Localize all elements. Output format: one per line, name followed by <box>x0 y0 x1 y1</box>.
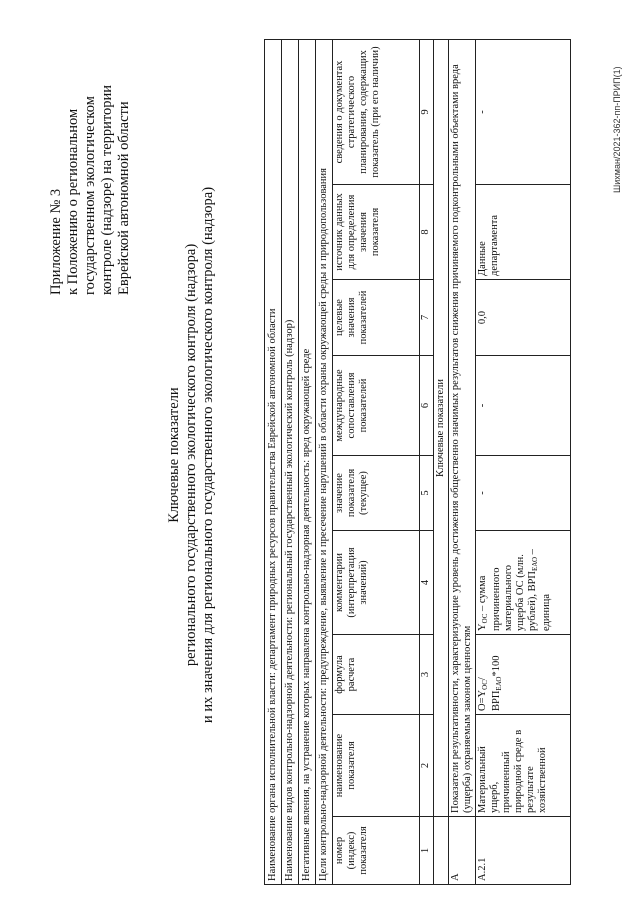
document-stamp: Шихман/2021-362-пп-ПРИП(1) <box>612 66 622 193</box>
comment-part-2: – сумма причиненного материального ущерба ОС (млн. рублей), ВРП <box>477 554 538 631</box>
column-header: комментарии (интерпретация значений) <box>333 531 420 635</box>
title-line-3: и их значения для регионального государственного экологического контроля (надзора) <box>200 186 216 724</box>
column-header: наименование показателя <box>333 715 420 817</box>
title-line-2: регионального государственного экологического контроля (надзора) <box>183 243 199 667</box>
group-text: Показатели результативности, характеризующие уровень достижения общественно значимых результатов снижения причиняемого подконтрольными объектами вреда (ущерба) охраняемым законом ценностям <box>449 39 476 816</box>
column-number: 6 <box>420 356 434 456</box>
indicator-formula <box>476 635 571 715</box>
info-authority: Наименование органа исполнительной власти: департамент природных ресурсов правительства Еврейской автономной области <box>265 39 282 884</box>
document-title <box>166 35 217 875</box>
section-empty-cell <box>434 817 449 885</box>
comment-sub-os: ОС <box>481 613 489 624</box>
indicator-documents: - <box>476 39 571 184</box>
indicator-comment <box>476 531 571 635</box>
key-indicators-table <box>264 39 571 885</box>
indicator-current-value: - <box>476 456 571 531</box>
formula-mid: / ВРП <box>477 677 502 711</box>
indicator-source: Данные департамента <box>476 185 571 280</box>
appendix-line: контроле (надзоре) на территории <box>99 84 115 295</box>
column-header: номер (индекс) показателя <box>333 817 420 885</box>
info-goals: Цели контрольно-надзорной деятельности: предупреждение, выявление и пресечение нарушений в области охраны окружающей среды и природопользования <box>316 39 333 884</box>
column-number: 7 <box>420 280 434 356</box>
info-row <box>282 39 299 884</box>
info-row <box>265 39 282 884</box>
info-row <box>299 39 316 884</box>
section-title: Ключевые показатели <box>434 39 449 816</box>
comment-part-1: Y <box>477 623 488 631</box>
column-header: целевые значения показателей <box>333 280 420 356</box>
column-number: 9 <box>420 39 434 184</box>
column-header: сведения о документах стратегического планирования, содержащих показатель (при его наличии) <box>333 39 420 184</box>
appendix-line: к Положению о региональном <box>65 108 81 295</box>
appendix-line: государственном экологическом <box>82 96 98 295</box>
column-header: источник данных для определения значения показателя <box>333 185 420 280</box>
appendix-line: Приложение № 3 <box>48 188 64 295</box>
indicator-index: А.2.1 <box>476 817 571 885</box>
column-number: 2 <box>420 715 434 817</box>
column-number: 5 <box>420 456 434 531</box>
info-row <box>316 39 333 884</box>
title-line-1: Ключевые показатели <box>166 387 182 523</box>
column-header: значение показателя (текущее) <box>333 456 420 531</box>
section-row <box>434 39 449 884</box>
indicator-name: Материальный ущерб, причиненный природной среде в результате хозяйственной <box>476 715 571 817</box>
header-row <box>333 39 420 884</box>
group-row <box>449 39 476 884</box>
formula-sub-eao: ЕАО <box>495 676 503 691</box>
group-code: А <box>449 817 476 885</box>
column-number: 3 <box>420 635 434 715</box>
column-number: 4 <box>420 531 434 635</box>
indicator-international: - <box>476 356 571 456</box>
info-negative-phenomena: Негативные явления, на устранение которых направлена контрольно-надзорная деятельность: вред окружающей среде <box>299 39 316 884</box>
column-header: формула расчета <box>333 635 420 715</box>
formula-sub-os: ОС <box>481 680 489 690</box>
indicator-target-value: 0,0 <box>476 280 571 356</box>
column-header: международные сопоставления показателей <box>333 356 420 456</box>
column-number-row <box>420 39 434 884</box>
indicator-row <box>476 39 571 884</box>
formula-end: *100 <box>491 655 502 677</box>
column-number: 1 <box>420 817 434 885</box>
formula-main: О=Y <box>477 689 488 711</box>
appendix-line: Еврейской автономной области <box>116 101 132 295</box>
column-number: 8 <box>420 185 434 280</box>
comment-part-3: – единица <box>527 549 552 631</box>
info-activity-types: Наименование видов контрольно-надзорной деятельности: региональный государственный экологический контроль (надзор) <box>282 39 299 884</box>
comment-sub-eao: ЕАО <box>531 556 539 571</box>
appendix-block <box>48 25 133 295</box>
